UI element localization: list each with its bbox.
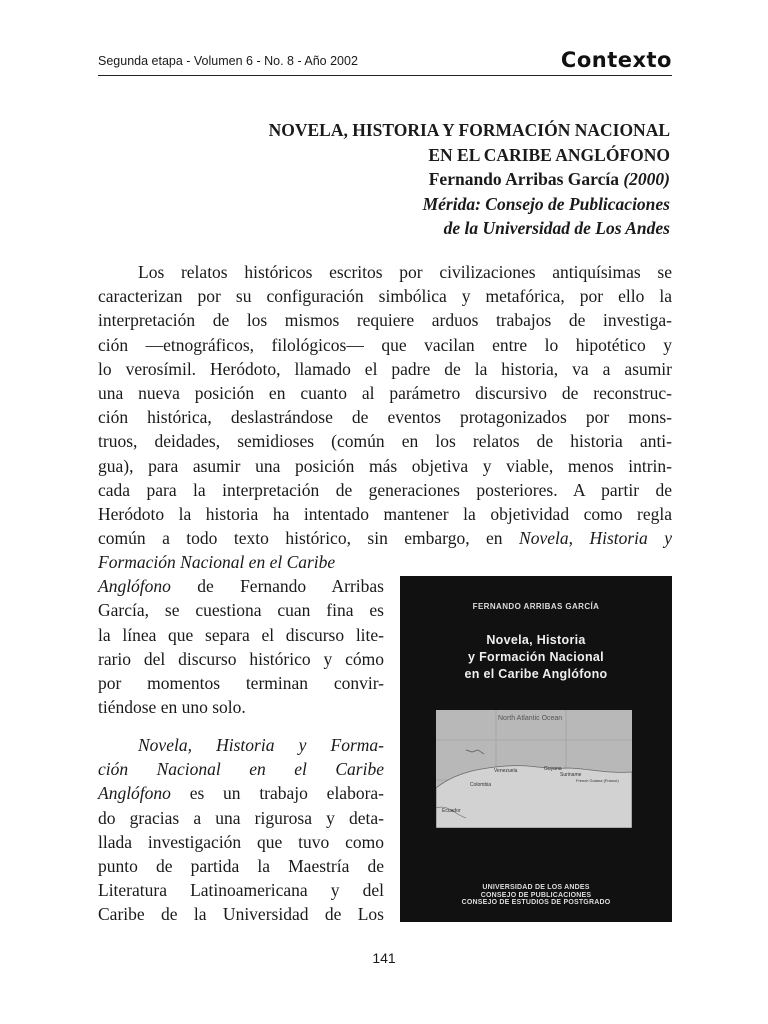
- text-line: Anglófono de Fernando Arribas: [98, 576, 384, 597]
- text-line: Literatura Latinoamericana y del: [98, 880, 384, 901]
- book-year: (2000): [623, 169, 670, 189]
- cover-author: FERNANDO ARRIBAS GARCÍA: [472, 602, 600, 611]
- journal-logo: Contexto: [560, 48, 672, 72]
- text-line: lo verosímil. Heródoto, llamado el padre de la historia, va a asumir: [98, 358, 672, 379]
- cover-title-line: y Formación Nacional: [468, 650, 604, 664]
- map-label-guiana: French Guiana (France): [576, 778, 619, 783]
- cover-footer-line: CONSEJO DE ESTUDIOS DE POSTGRADO: [461, 899, 611, 906]
- paragraph-1-continued: [98, 550, 384, 719]
- text-line: interpretación de los mismos requiere arduos trabajos de investiga-: [98, 310, 672, 331]
- text-line: por momentos terminan convir-: [98, 672, 384, 693]
- book-title-ref: Anglófono: [98, 576, 171, 597]
- book-cover-image: [400, 576, 672, 922]
- publisher-line-2: de la Universidad de Los Andes: [443, 218, 670, 238]
- journal-issue-header: Segunda etapa - Volumen 6 - No. 8 - Año 2002: [98, 54, 358, 68]
- text-line: ción histórica, deslastrándose de eventos protagonizados por mons-: [98, 407, 672, 428]
- cover-map-icon: [436, 710, 632, 828]
- text-line: llada investigación que tuvo como: [98, 831, 384, 852]
- cover-title-line: en el Caribe Anglófono: [464, 667, 608, 681]
- book-title-ref: Historia y: [589, 528, 673, 549]
- text-line: una nueva posición en cuanto al parámetro discursivo de reconstruc-: [98, 382, 672, 403]
- book-author-line: [110, 167, 670, 192]
- text-line: ción —etnográficos, filológicos— que vacilan entre lo hipotético y: [98, 334, 672, 355]
- book-title-line-1: NOVELA, HISTORIA Y FORMACIÓN NACIONAL: [268, 120, 670, 140]
- cover-title: [400, 632, 672, 683]
- text-line: Anglófono es un trabajo elabora-: [98, 783, 384, 804]
- cover-title-line: Novela, Historia: [486, 633, 586, 647]
- map-label-guyana: Guyana: [544, 766, 562, 772]
- book-title-ref: Novela: [519, 528, 569, 549]
- text-line: truos, deidades, semidioses (común en los relatos de historia anti-: [98, 431, 672, 452]
- map-label-suriname: Suriname: [560, 772, 582, 778]
- cover-footer-line: UNIVERSIDAD DE LOS ANDES: [482, 884, 590, 891]
- text-line: punto de partida la Maestría de: [98, 855, 384, 876]
- map-label-ecuador: Ecuador: [442, 808, 461, 814]
- page-number: 141: [372, 950, 396, 966]
- map-land: [436, 766, 632, 828]
- publisher-line-1: Mérida: Consejo de Publicaciones: [422, 193, 670, 214]
- paragraph-1: [98, 260, 672, 550]
- text-line: Heródoto la historia ha intentado mantener la objetividad como regla: [98, 503, 672, 524]
- map-label-ocean: North Atlantic Ocean: [498, 715, 563, 722]
- review-title-block: [110, 118, 670, 241]
- cover-footer-line: CONSEJO DE PUBLICACIONES: [480, 891, 592, 899]
- text-line: gua), para asumir una posición más objetiva y viable, menos intrin-: [98, 455, 672, 476]
- text-line: do gracias a una rigurosa y deta-: [98, 807, 384, 828]
- text-line: común a todo texto histórico, sin embargo, en Novela, Historia y: [98, 528, 673, 549]
- book-title-ref: Novela, Historia y Forma-: [138, 735, 384, 755]
- book-title-ref: Anglófono: [98, 783, 171, 804]
- text-line: la línea que separa el discurso lite-: [98, 624, 384, 645]
- map-label-venezuela: Venezuela: [494, 768, 518, 774]
- header-divider: [98, 75, 672, 76]
- text-line: Los relatos históricos escritos por civilizaciones antiquísimas se: [138, 262, 672, 282]
- text-line: García, se cuestiona cuan fina es: [98, 600, 384, 621]
- map-label-colombia: Colombia: [470, 782, 492, 788]
- text-line: caracterizan por su configuración simbólica y metafórica, por ello la: [98, 286, 672, 307]
- text-line: Caribe de la Universidad de Los: [98, 904, 384, 925]
- cover-footer: [400, 884, 672, 907]
- text-line: rario del discurso histórico y cómo: [98, 648, 384, 669]
- book-title-line-2: EN EL CARIBE ANGLÓFONO: [428, 144, 670, 165]
- text-line: cada para la interpretación de generaciones posteriores. A partir de: [98, 479, 672, 500]
- book-title-ref: ción Nacional en el Caribe: [98, 759, 384, 780]
- paragraph-2: [98, 733, 384, 927]
- book-author: Fernando Arribas García: [428, 169, 619, 189]
- text-line: tiéndose en uno solo.: [98, 697, 246, 718]
- book-title-ref: Formación Nacional en el Caribe: [98, 552, 336, 572]
